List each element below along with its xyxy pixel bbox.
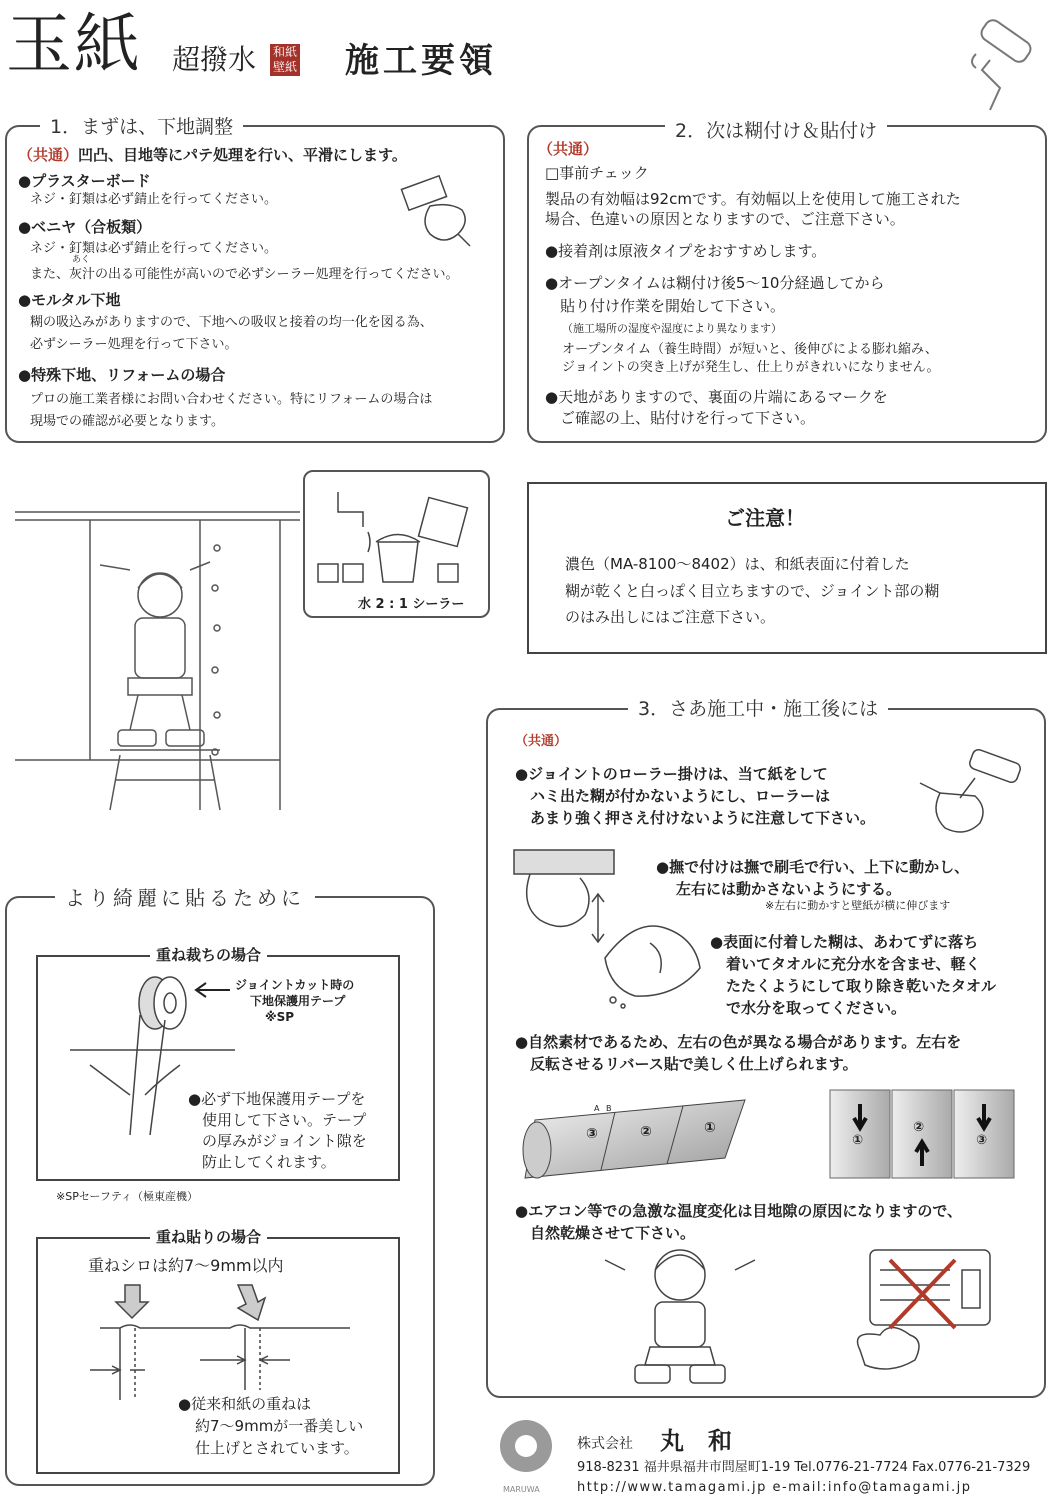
- glue-line3: たたくようにして取り除き乾いたタオル: [726, 977, 997, 995]
- section2-title: 2．次は糊付け＆貼付け: [665, 116, 887, 143]
- item-reform-text1: プロの施工業者様にお問い合わせください。特にリフォームの場合は: [30, 392, 433, 407]
- company-name: 丸 和: [660, 1427, 732, 1455]
- badge-line2: 壁紙: [272, 60, 297, 74]
- cut-text3: の厚みがジョイント隙を: [202, 1132, 367, 1150]
- notice-line2: 糊が乾くと白っぽく目立ちますので、ジョイント部の糊: [565, 582, 940, 600]
- panel-label-3: ③: [976, 1133, 988, 1148]
- cut-label1: ジョイントカット時の: [235, 978, 355, 992]
- paint-roller-icon: [960, 10, 1050, 120]
- putty-knife-illustration: [400, 172, 480, 252]
- company-web: http://www.tamagami.jp e-mail:info@tamagami.jp: [577, 1480, 972, 1495]
- overlap-paste-illustration: [90, 1280, 390, 1400]
- sealer-label: 水 2 : 1 シーラー: [358, 597, 465, 612]
- roll-ab-b: B: [606, 1104, 612, 1113]
- item-veneer-heading: ●ベニヤ（合板類）: [18, 218, 152, 236]
- paste-text1: ●従来和紙の重ねは: [178, 1395, 312, 1413]
- section1-title: 1．まずは、下地調整: [40, 112, 243, 139]
- s2-line1: 製品の有効幅は92cmです。有効幅以上を使用して施工された: [545, 190, 961, 208]
- washi-badge: [270, 44, 300, 76]
- cut-text4: 防止してくれます。: [202, 1153, 336, 1171]
- section2-common-tag: （共通）: [538, 140, 599, 158]
- notice-title: ご注意！: [725, 506, 805, 530]
- aircon-prohibited-illustration: [850, 1240, 1000, 1380]
- item-plasterboard-heading: ●プラスターボード: [18, 172, 151, 190]
- arrow-left-icon: [192, 980, 232, 1000]
- s2-line2: 場合、色違いの原因となりますので、ご注意下さい。: [545, 210, 905, 228]
- paste-text3: 仕上げとされています。: [195, 1439, 359, 1457]
- cut-label2: 下地保護用テープ: [250, 994, 346, 1008]
- s2-line10: ご確認の上、貼付けを行って下さい。: [545, 409, 816, 427]
- item-mortar-text1: 糊の吸込みがありますので、下地への吸収と接着の均一化を図る為、: [30, 315, 433, 330]
- aircon-line1: ●エアコン等での急激な温度変化は目地隙の原因になりますので、: [515, 1202, 963, 1220]
- roll-ab-a: A: [594, 1104, 600, 1113]
- cut-title: 重ね裁ちの場合: [150, 944, 267, 965]
- panel-label-2: ②: [913, 1120, 925, 1135]
- ruby-aku: あく: [72, 255, 91, 265]
- paste-heading: 重ねシロは約7～9mm以内: [88, 1256, 284, 1275]
- s2-line9: ●天地がありますので、裏面の片端にあるマークを: [545, 388, 888, 406]
- panel-label-1: ①: [852, 1133, 864, 1148]
- section3-common-tag: （共通）: [515, 734, 568, 749]
- s2-line7: オープンタイム（養生時間）が短いと、後伸びによる膨れ縮み、: [562, 342, 938, 357]
- s2-line5: 貼り付け作業を開始して下さい。: [545, 297, 786, 315]
- joint-line2: ハミ出た糊が付かないようにし、ローラーは: [530, 787, 831, 805]
- company-address: 918-8231 福井県福井市問屋町1-19 Tel.0776-21-7724 Fax.0776-21-7329: [577, 1460, 1031, 1475]
- towel-hand-illustration: [595, 918, 715, 1008]
- section4-title: より綺麗に貼るために: [55, 882, 315, 911]
- brush-line2: 左右には動かさないようにする。: [676, 880, 902, 898]
- product-name: 超撥水: [172, 43, 257, 76]
- roll-label-2: ②: [640, 1124, 652, 1140]
- reverse-roll-illustration: [515, 1090, 755, 1180]
- paste-text2: 約7～9mmが一番美しい: [195, 1417, 364, 1435]
- item-plasterboard-text: ネジ・釘類は必ず錆止を行ってください。: [30, 192, 278, 207]
- common-text: 凹凸、目地等にパテ処理を行い、平滑にします。: [78, 146, 407, 164]
- worker-on-ladder-illustration: [10, 490, 310, 820]
- notice-line1: 濃色（MA-8100～8402）は、和紙表面に付着した: [565, 555, 910, 573]
- cut-label3: ※SP: [265, 1010, 295, 1024]
- joint-line3: あまり強く押さえ付けないように注意して下さい。: [530, 809, 876, 827]
- brand-title: 玉紙: [6, 6, 142, 83]
- sp-note: ※SPセーフティ（極東産機）: [56, 1190, 198, 1203]
- s2-line4: ●オープンタイムは糊付け後5～10分経過してから: [545, 274, 885, 292]
- natural-line2: 反転させるリバース貼で美しく仕上げられます。: [530, 1055, 858, 1073]
- item-veneer-text2: また、灰汁の出る可能性が高いので必ずシーラー処理を行ってください。: [30, 267, 459, 282]
- item-reform-heading: ●特殊下地、リフォームの場合: [18, 366, 226, 384]
- roller-hand-illustration: [920, 748, 1030, 838]
- item-veneer-text1: ネジ・釘類は必ず錆止を行ってください。: [30, 241, 278, 256]
- logo-text: MARUWA: [503, 1485, 540, 1494]
- item-mortar-heading: ●モルタル下地: [18, 291, 121, 309]
- joint-line1: ●ジョイントのローラー掛けは、当て紙をして: [515, 765, 828, 783]
- brush-line1: ●撫で付けは撫で刷毛で行い、上下に動かし、: [656, 858, 970, 876]
- maruwa-logo: [496, 1418, 556, 1482]
- item-reform-text2: 現場での確認が必要となります。: [30, 414, 224, 429]
- glue-line2: 着いてタオルに充分水を含ませ、軽く: [726, 955, 981, 973]
- precheck: □事前チェック: [545, 164, 649, 182]
- natural-line1: ●自然素材であるため、左右の色が異なる場合があります。左右を: [515, 1033, 962, 1051]
- glue-line4: で水分を取ってください。: [726, 999, 907, 1017]
- paste-title: 重ね貼りの場合: [150, 1226, 267, 1247]
- roll-label-1: ①: [704, 1120, 716, 1136]
- aircon-line2: 自然乾燥させて下さい。: [530, 1224, 696, 1242]
- brush-note: ※左右に動かすと壁紙が横に伸びます: [765, 899, 951, 912]
- cut-text1: ●必ず下地保護用テープを: [188, 1090, 366, 1108]
- badge-line1: 和紙: [272, 45, 297, 59]
- common-tag: （共通）: [18, 146, 79, 164]
- notice-line3: のはみ出しにはご注意下さい。: [565, 608, 776, 626]
- roll-label-3: ③: [586, 1126, 598, 1142]
- item-mortar-text2: 必ずシーラー処理を行って下さい。: [30, 337, 238, 352]
- company-prefix: 株式会社: [577, 1436, 633, 1452]
- s2-line3: ●接着剤は原液タイプをおすすめします。: [545, 242, 827, 260]
- section3-title: 3．さあ施工中・施工後には: [628, 694, 888, 721]
- cut-text2: 使用して下さい。テープ: [202, 1111, 367, 1129]
- worker-drying-illustration: [595, 1240, 765, 1390]
- glue-line1: ●表面に付着した糊は、あわてずに落ち: [710, 933, 979, 951]
- faucet-bucket-illustration: [308, 472, 488, 582]
- s2-line8: ジョイントの突き上げが発生し、仕上りがきれいになりません。: [562, 360, 940, 375]
- s2-line6: （施工場所の湿度や湿度により異なります）: [562, 322, 782, 335]
- page-title: 施工要領: [345, 41, 497, 81]
- section1-common: [18, 146, 407, 165]
